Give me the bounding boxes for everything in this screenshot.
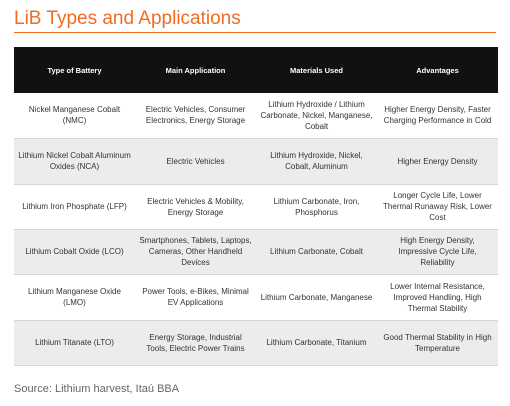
- battery-type-cell: Lithium Titanate (LTO): [14, 320, 135, 365]
- advantages-cell: High Energy Density, Impressive Cycle Life, Reliability: [377, 229, 498, 274]
- materials-cell: Lithium Carbonate, Iron, Phosphorus: [256, 184, 377, 229]
- table-row: [14, 320, 498, 365]
- table-row: [14, 138, 498, 184]
- table-row: [14, 93, 498, 138]
- source-note: Source: Lithium harvest, Itaú BBA: [14, 383, 180, 395]
- application-cell: Electric Vehicles: [135, 138, 256, 184]
- battery-type-cell: Nickel Manganese Cobalt (NMC): [14, 93, 135, 138]
- table-row: [14, 184, 498, 229]
- table-row: [14, 274, 498, 320]
- battery-type-cell: Lithium Cobalt Oxide (LCO): [14, 229, 135, 274]
- battery-table: [14, 47, 498, 366]
- application-cell: Electric Vehicles & Mobility, Energy Storage: [135, 184, 256, 229]
- title-underline: [14, 32, 496, 33]
- materials-cell: Lithium Hydroxide, Nickel, Cobalt, Aluminum: [256, 138, 377, 184]
- advantages-cell: Good Thermal Stability in High Temperature: [377, 320, 498, 365]
- battery-type-cell: Lithium Iron Phosphate (LFP): [14, 184, 135, 229]
- advantages-cell: Longer Cycle Life, Lower Thermal Runaway Risk, Lower Cost: [377, 184, 498, 229]
- battery-type-cell: Lithium Nickel Cobalt Aluminum Oxides (NCA): [14, 138, 135, 184]
- column-header-materials: Materials Used: [256, 47, 377, 93]
- materials-cell: Lithium Carbonate, Titanium: [256, 320, 377, 365]
- application-cell: Power Tools, e-Bikes, Minimal EV Applications: [135, 274, 256, 320]
- application-cell: Energy Storage, Industrial Tools, Electric Power Trains: [135, 320, 256, 365]
- column-header-advantages: Advantages: [377, 47, 498, 93]
- table-body: [14, 93, 498, 365]
- advantages-cell: Higher Energy Density, Faster Charging Performance in Cold: [377, 93, 498, 138]
- header-row: [14, 47, 498, 93]
- application-cell: Smartphones, Tablets, Laptops, Cameras, Other Handheld Devices: [135, 229, 256, 274]
- table-row: [14, 229, 498, 274]
- column-header-type: Type of Battery: [14, 47, 135, 93]
- application-cell: Electric Vehicles, Consumer Electronics, Energy Storage: [135, 93, 256, 138]
- materials-cell: Lithium Hydroxide / Lithium Carbonate, Nickel, Manganese, Cobalt: [256, 93, 377, 138]
- advantages-cell: Higher Energy Density: [377, 138, 498, 184]
- advantages-cell: Lower Internal Resistance, Improved Handling, High Thermal Stability: [377, 274, 498, 320]
- battery-type-cell: Lithium Manganese Oxide (LMO): [14, 274, 135, 320]
- materials-cell: Lithium Carbonate, Cobalt: [256, 229, 377, 274]
- materials-cell: Lithium Carbonate, Manganese: [256, 274, 377, 320]
- page-title: LiB Types and Applications: [14, 8, 241, 29]
- table-header: [14, 47, 498, 93]
- column-header-application: Main Application: [135, 47, 256, 93]
